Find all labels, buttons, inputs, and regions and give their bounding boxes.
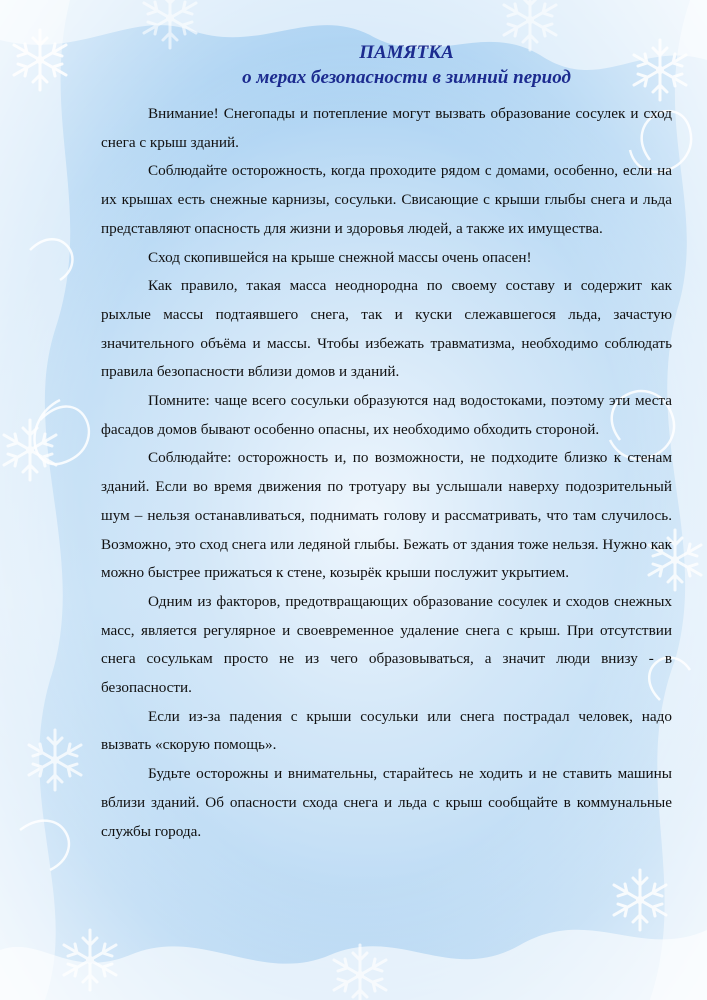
paragraph: Если из-за падения с крыши сосульки или снега пострадал человек, надо вызвать «скорую помощь». xyxy=(101,707,672,754)
paragraph: Соблюдайте осторожность, когда проходите рядом с домами, особенно, если на их крышах есть снежные карнизы, сосульки. Свисающие с крыши глыбы снега и льда представляют опасность для жизни и здоровья людей, а также их имущества. xyxy=(101,162,672,237)
paragraph: Будьте осторожны и внимательны, старайтесь не ходить и не ставить машины вблизи зданий. Об опасности схода снега и льда с крыш сообщайте в коммунальные службы города. xyxy=(101,765,672,840)
paragraph: Соблюдайте: осторожность и, по возможности, не подходите близко к стенам зданий. Если во время движения по тротуару вы услышали наверху подозрительный шум – нельзя останавливаться, поднимать голову и рассматривать, что там случилось. Возможно, это сход снега или ледяной глыбы. Бежать от здания тоже нельзя. Нужно как можно быстрее прижаться к стене, козырёк крыши послужит укрытием. xyxy=(101,449,672,582)
page-subtitle: о мерах безопасности в зимний период xyxy=(242,67,571,88)
page-title: ПАМЯТКА xyxy=(359,42,454,63)
document-body xyxy=(101,40,672,846)
paragraph: Внимание! Снегопады и потепление могут вызвать образование сосулек и сход снега с крыш зданий. xyxy=(101,105,672,151)
paragraph: Помните: чаще всего сосульки образуются над водостоками, поэтому эти места фасадов домов бывают особенно опасны, их необходимо обходить стороной. xyxy=(101,392,672,438)
paragraph: Сход скопившейся на крыше снежной массы очень опасен! xyxy=(148,248,532,266)
paragraph: Одним из факторов, предотвращающих образование сосулек и сходов снежных масс, является регулярное и своевременное удаление снега с крыш. При отсутствии снега сосулькам просто не из чего образовываться, а значит люди внизу - в безопасности. xyxy=(101,592,672,697)
paragraph: Как правило, такая масса неоднородна по своему составу и содержит как рыхлые массы подтаявшего снега, так и куски слежавшегося льда, зачастую значительного объёма и массы. Чтобы избежать травматизма, необходимо соблюдать правила безопасности вблизи домов и зданий. xyxy=(101,277,672,381)
